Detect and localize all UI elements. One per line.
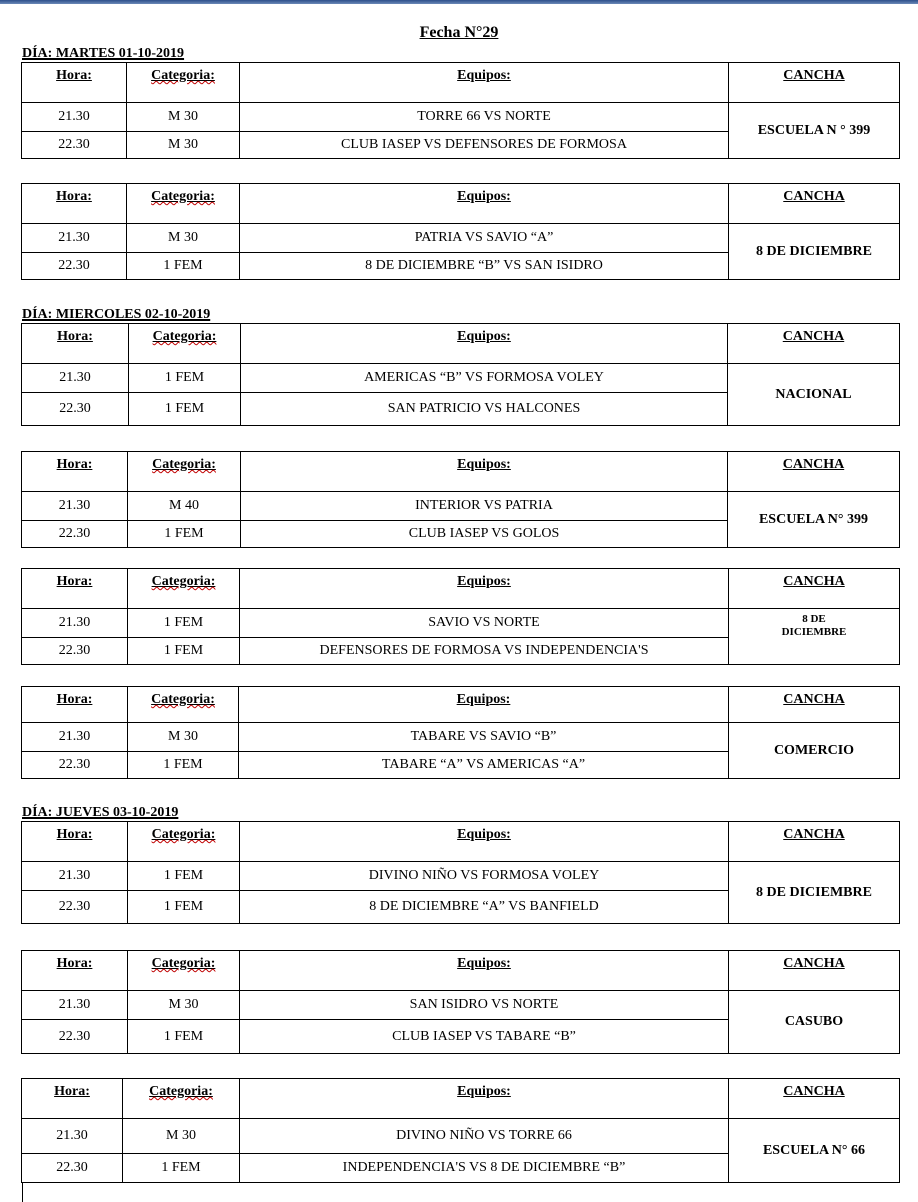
header-hora xyxy=(22,452,128,492)
header-equipos xyxy=(240,822,729,862)
header-hora-label: Hora: xyxy=(56,827,93,842)
cell-categoria: 1 FEM xyxy=(128,752,239,779)
header-hora-label: Hora: xyxy=(56,956,93,971)
cell-categoria: 1 FEM xyxy=(128,609,240,638)
header-hora xyxy=(22,324,129,364)
cell-equipos: TABARE “A” VS AMERICAS “A” xyxy=(239,752,729,779)
cell-hora: 21.30 xyxy=(22,723,128,752)
schedule-table xyxy=(21,686,900,779)
header-hora xyxy=(22,687,128,723)
header-equipos xyxy=(240,1079,729,1119)
header-categoria xyxy=(128,822,240,862)
header-categoria-label: Categoria: xyxy=(151,189,215,204)
header-categoria-label: Categoria: xyxy=(152,329,217,344)
header-equipos-label: Equipos: xyxy=(457,457,511,472)
header-hora xyxy=(22,822,128,862)
header-hora xyxy=(22,951,128,991)
header-categoria-label: Categoria: xyxy=(151,574,216,589)
header-cancha-label: CANCHA xyxy=(783,189,845,204)
schedule-table xyxy=(21,568,900,665)
header-categoria xyxy=(128,452,241,492)
header-categoria-label: Categoria: xyxy=(152,457,216,472)
header-cancha xyxy=(728,452,900,492)
cell-hora: 21.30 xyxy=(22,224,127,253)
table-row xyxy=(22,103,900,132)
table-row xyxy=(22,862,900,891)
header-cancha-label: CANCHA xyxy=(783,574,845,589)
cell-equipos: INDEPENDENCIA'S VS 8 DE DICIEMBRE “B” xyxy=(240,1154,729,1183)
cell-categoria: M 30 xyxy=(128,723,239,752)
cell-categoria: 1 FEM xyxy=(128,862,240,891)
cell-hora: 22.30 xyxy=(22,1020,128,1054)
cell-equipos: DIVINO NIÑO VS FORMOSA VOLEY xyxy=(240,862,729,891)
cell-equipos: SAVIO VS NORTE xyxy=(240,609,729,638)
cell-categoria: M 30 xyxy=(123,1119,240,1154)
header-hora-label: Hora: xyxy=(56,189,92,204)
schedule-table xyxy=(21,183,900,280)
header-hora xyxy=(22,569,128,609)
cell-cancha: ESCUELA N° 399 xyxy=(728,492,900,548)
cell-equipos: 8 DE DICIEMBRE “B” VS SAN ISIDRO xyxy=(240,253,729,280)
schedule-table xyxy=(21,62,900,159)
header-cancha xyxy=(729,822,900,862)
cell-equipos: PATRIA VS SAVIO “A” xyxy=(240,224,729,253)
header-categoria-label: Categoria: xyxy=(151,956,216,971)
cell-hora: 22.30 xyxy=(22,253,127,280)
header-cancha xyxy=(729,569,900,609)
day-heading-miercoles: DÍA: MIERCOLES 02-10-2019 xyxy=(22,307,211,322)
cell-categoria: M 30 xyxy=(127,132,240,159)
header-cancha xyxy=(729,951,900,991)
header-cancha-label: CANCHA xyxy=(783,827,845,842)
table-row xyxy=(22,224,900,253)
page-title: Fecha N°29 xyxy=(419,24,499,41)
header-categoria-label: Categoria: xyxy=(151,692,215,707)
header-cancha-label: CANCHA xyxy=(782,457,845,472)
cell-equipos: DEFENSORES DE FORMOSA VS INDEPENDENCIA'S xyxy=(240,638,729,665)
cell-hora: 21.30 xyxy=(22,364,129,393)
cell-equipos: AMERICAS “B” VS FORMOSA VOLEY xyxy=(241,364,728,393)
cell-hora: 21.30 xyxy=(22,103,127,132)
header-cancha-label: CANCHA xyxy=(782,329,845,344)
table-row xyxy=(22,991,900,1020)
header-cancha-label: CANCHA xyxy=(783,956,845,971)
header-equipos-label: Equipos: xyxy=(457,827,511,842)
cell-categoria: 1 FEM xyxy=(129,364,241,393)
header-equipos xyxy=(240,63,729,103)
header-categoria xyxy=(127,184,240,224)
table-row xyxy=(22,364,900,393)
cell-equipos: SAN PATRICIO VS HALCONES xyxy=(241,393,728,426)
window-top-border xyxy=(0,0,918,4)
header-hora xyxy=(22,184,127,224)
table-row xyxy=(22,609,900,638)
cell-hora: 22.30 xyxy=(22,752,128,779)
header-hora-label: Hora: xyxy=(56,692,93,707)
table-row xyxy=(22,1119,900,1154)
cell-categoria: 1 FEM xyxy=(127,253,240,280)
cell-cancha: 8 DE DICIEMBRE xyxy=(729,862,900,924)
page-margin-line xyxy=(22,1182,23,1202)
cell-equipos: TORRE 66 VS NORTE xyxy=(240,103,729,132)
day-heading-jueves: DÍA: JUEVES 03-10-2019 xyxy=(22,805,179,820)
header-cancha-label: CANCHA xyxy=(783,1084,845,1099)
header-cancha xyxy=(728,324,900,364)
cell-categoria: M 30 xyxy=(127,103,240,132)
header-equipos xyxy=(239,687,729,723)
header-equipos xyxy=(240,184,729,224)
cell-hora: 21.30 xyxy=(22,991,128,1020)
cell-cancha: ESCUELA N° 66 xyxy=(729,1119,900,1183)
cell-categoria: 1 FEM xyxy=(128,521,241,548)
cell-categoria: 1 FEM xyxy=(128,1020,240,1054)
header-equipos xyxy=(240,951,729,991)
cell-hora: 22.30 xyxy=(22,132,127,159)
header-equipos-label: Equipos: xyxy=(457,189,511,204)
cell-equipos: TABARE VS SAVIO “B” xyxy=(239,723,729,752)
cell-categoria: M 40 xyxy=(128,492,241,521)
cell-cancha: CASUBO xyxy=(729,991,900,1054)
header-equipos-label: Equipos: xyxy=(457,1084,511,1099)
table-row xyxy=(22,723,900,752)
cell-hora: 21.30 xyxy=(22,862,128,891)
cell-equipos: SAN ISIDRO VS NORTE xyxy=(240,991,729,1020)
cell-hora: 22.30 xyxy=(22,393,129,426)
cell-cancha: COMERCIO xyxy=(729,723,900,779)
header-categoria xyxy=(123,1079,240,1119)
header-hora xyxy=(22,63,127,103)
cell-hora: 21.30 xyxy=(22,1119,123,1154)
cell-equipos: INTERIOR VS PATRIA xyxy=(241,492,728,521)
header-equipos xyxy=(240,569,729,609)
schedule-table xyxy=(21,950,900,1054)
header-cancha xyxy=(729,63,900,103)
cell-categoria: 1 FEM xyxy=(129,393,241,426)
header-equipos-label: Equipos: xyxy=(457,68,511,83)
table-row xyxy=(22,492,900,521)
header-equipos xyxy=(241,324,728,364)
header-cancha xyxy=(729,184,900,224)
header-categoria xyxy=(128,687,239,723)
header-cancha xyxy=(729,1079,900,1119)
header-categoria xyxy=(128,951,240,991)
header-equipos-label: Equipos: xyxy=(457,329,511,344)
schedule-table xyxy=(21,451,900,548)
header-categoria-label: Categoria: xyxy=(151,68,215,83)
cell-categoria: 1 FEM xyxy=(128,638,240,665)
header-hora-label: Hora: xyxy=(56,68,92,83)
cell-hora: 22.30 xyxy=(22,1154,123,1183)
header-categoria xyxy=(127,63,240,103)
header-equipos-label: Equipos: xyxy=(457,574,511,589)
header-hora-label: Hora: xyxy=(56,457,93,472)
cell-cancha: ESCUELA N ° 399 xyxy=(729,103,900,159)
header-equipos-label: Equipos: xyxy=(457,956,511,971)
header-categoria xyxy=(129,324,241,364)
header-categoria xyxy=(128,569,240,609)
header-hora-label: Hora: xyxy=(57,329,93,344)
cell-hora: 22.30 xyxy=(22,638,128,665)
cell-cancha: 8 DE DICIEMBRE xyxy=(729,224,900,280)
header-cancha xyxy=(729,687,900,723)
cell-equipos: DIVINO NIÑO VS TORRE 66 xyxy=(240,1119,729,1154)
cell-hora: 22.30 xyxy=(22,521,128,548)
header-hora-label: Hora: xyxy=(56,574,93,589)
cell-equipos: 8 DE DICIEMBRE “A” VS BANFIELD xyxy=(240,891,729,924)
day-heading-martes: DÍA: MARTES 01-10-2019 xyxy=(22,46,185,61)
cell-equipos: CLUB IASEP VS GOLOS xyxy=(241,521,728,548)
cell-categoria: 1 FEM xyxy=(128,891,240,924)
cell-equipos: CLUB IASEP VS TABARE “B” xyxy=(240,1020,729,1054)
cell-equipos: CLUB IASEP VS DEFENSORES DE FORMOSA xyxy=(240,132,729,159)
cell-categoria: M 30 xyxy=(128,991,240,1020)
schedule-table xyxy=(21,821,900,924)
cell-hora: 22.30 xyxy=(22,891,128,924)
cell-cancha: NACIONAL xyxy=(728,364,900,426)
header-equipos-label: Equipos: xyxy=(456,692,511,707)
cell-categoria: M 30 xyxy=(127,224,240,253)
cell-hora: 21.30 xyxy=(22,609,128,638)
schedule-table xyxy=(21,1078,900,1183)
schedule-table xyxy=(21,323,900,426)
header-categoria-label: Categoria: xyxy=(149,1084,213,1099)
header-equipos xyxy=(241,452,728,492)
header-hora-label: Hora: xyxy=(54,1084,90,1099)
cell-cancha: 8 DE DICIEMBRE xyxy=(729,609,900,665)
cell-hora: 21.30 xyxy=(22,492,128,521)
header-categoria-label: Categoria: xyxy=(151,827,216,842)
header-cancha-label: CANCHA xyxy=(783,68,845,83)
header-hora xyxy=(22,1079,123,1119)
cell-categoria: 1 FEM xyxy=(123,1154,240,1183)
header-cancha-label: CANCHA xyxy=(783,692,845,707)
